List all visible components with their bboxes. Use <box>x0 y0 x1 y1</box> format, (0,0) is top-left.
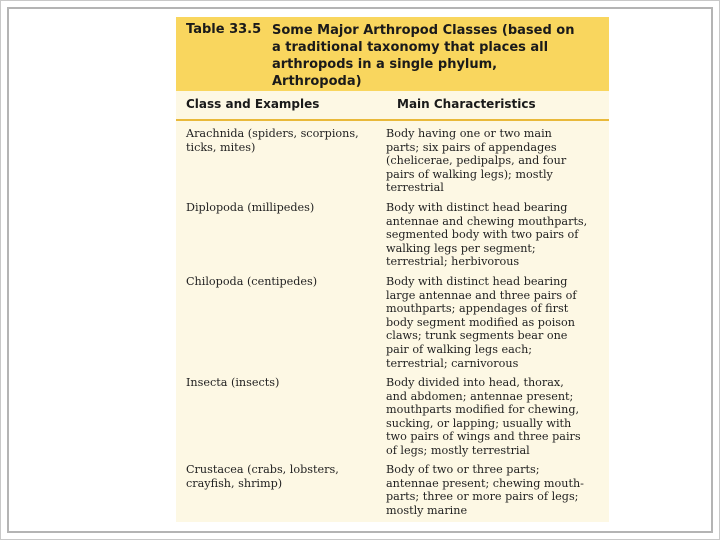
characteristics-line: terrestrial; carnivorous <box>386 356 519 370</box>
class-line: Chilopoda (centipedes) <box>186 275 318 288</box>
column-header-characteristics: Main Characteristics <box>397 97 536 111</box>
class-cell <box>186 201 381 215</box>
class-line: Arachnida (spiders, scorpions, <box>186 127 359 140</box>
class-line: Diplopoda (millipedes) <box>186 201 315 214</box>
table-header-row <box>176 91 609 121</box>
class-line: Crustacea (crabs, lobsters, <box>186 463 339 476</box>
characteristics-line: Body divided into head, thorax, <box>386 376 564 389</box>
characteristics-line: mouthparts modified for chewing, <box>386 403 580 417</box>
characteristics-line: and abdomen; antennae present; <box>386 389 574 403</box>
table-title-line: Some Major Arthropod Classes (based on <box>272 23 575 38</box>
class-line: Insecta (insects) <box>186 376 280 389</box>
class-cell <box>186 463 381 490</box>
class-cell <box>186 127 381 154</box>
characteristics-line: terrestrial <box>386 181 444 195</box>
characteristics-line: segmented body with two pairs of <box>386 228 579 242</box>
characteristics-line: Body of two or three parts; <box>386 463 540 476</box>
characteristics-line: mouthparts; appendages of first <box>386 302 569 316</box>
class-cell <box>186 275 381 289</box>
table-title-band <box>176 17 609 91</box>
characteristics-cell <box>386 201 606 269</box>
characteristics-line: body segment modified as poison <box>386 315 575 329</box>
table-title-line: a traditional taxonomy that places all <box>272 40 549 55</box>
class-line: ticks, mites) <box>186 140 256 154</box>
characteristics-line: antennae present; chewing mouth- <box>386 476 584 490</box>
characteristics-line: (chelicerae, pedipalps, and four <box>386 154 567 168</box>
characteristics-cell <box>386 463 606 517</box>
characteristics-line: parts; three or more pairs of legs; <box>386 490 579 504</box>
characteristics-line: of legs; mostly terrestrial <box>386 443 530 457</box>
characteristics-line: terrestrial; herbivorous <box>386 255 520 269</box>
class-line: crayfish, shrimp) <box>186 476 283 490</box>
characteristics-line: two pairs of wings and three pairs <box>386 430 581 444</box>
characteristics-line: large antennae and three pairs of <box>386 288 577 302</box>
characteristics-cell <box>386 275 606 370</box>
characteristics-line: sucking, or lapping; usually with <box>386 416 572 430</box>
class-cell <box>186 376 381 390</box>
characteristics-line: walking legs per segment; <box>386 241 536 255</box>
characteristics-line: claws; trunk segments bear one <box>386 329 568 343</box>
table-title <box>272 22 602 90</box>
column-header-class: Class and Examples <box>186 97 320 111</box>
table-title-line: arthropods in a single phylum, <box>272 57 498 72</box>
characteristics-line: Body with distinct head bearing <box>386 275 568 288</box>
characteristics-line: parts; six pairs of appendages <box>386 140 557 154</box>
characteristics-cell <box>386 376 606 458</box>
characteristics-line: Body having one or two main <box>386 127 552 140</box>
table-number: Table 33.5 <box>186 22 262 37</box>
characteristics-line: Body with distinct head bearing <box>386 201 568 214</box>
arthropod-classes-table <box>176 17 609 522</box>
characteristics-line: pair of walking legs each; <box>386 342 533 356</box>
characteristics-cell <box>386 127 606 195</box>
table-title-line: Arthropoda) <box>272 74 362 89</box>
characteristics-line: pairs of walking legs); mostly <box>386 167 553 181</box>
characteristics-line: antennae and chewing mouthparts, <box>386 214 588 228</box>
characteristics-line: mostly marine <box>386 503 468 517</box>
